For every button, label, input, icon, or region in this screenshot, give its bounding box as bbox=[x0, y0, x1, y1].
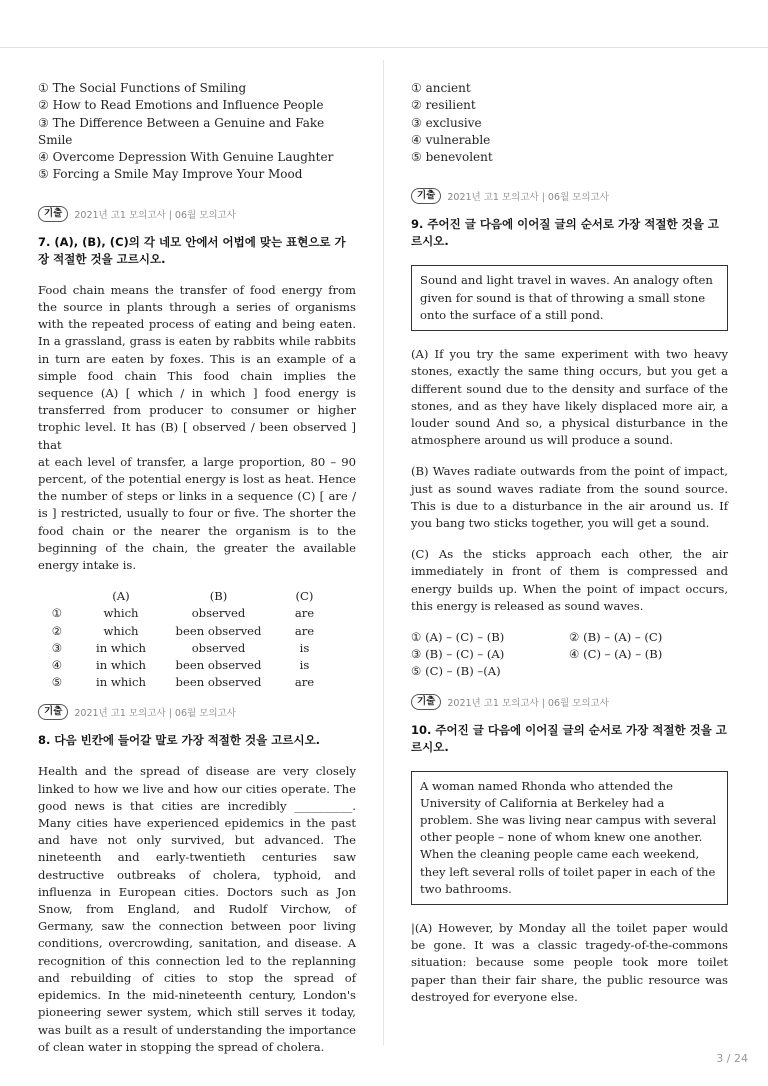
option: ① The Social Functions of Smiling bbox=[38, 81, 247, 95]
table-header-cell: (B) bbox=[209, 589, 228, 604]
table-header-cell bbox=[38, 588, 76, 605]
q10-paragraph-a: |(A) However, by Monday all the toilet paper would be gone. It was a classic tragedy-of-the-commons situation: because some people took more toilet paper than their fair share, the public resource was destroyed for everyone else. bbox=[411, 920, 728, 1004]
option: ④ Overcome Depression With Genuine Laughter bbox=[38, 150, 334, 165]
table-cell: been observed bbox=[175, 675, 262, 690]
past-exam-badge: 기출 bbox=[38, 206, 68, 222]
q9-paragraph-a: (A) If you try the same experiment with two heavy stones, exactly the same thing occurs, but you get a different sound due to the density and surface of the stones, and as they have likely displaced more air, a louder sound And so, a physical disturbance in the atmosphere around us will produce a sound. bbox=[411, 347, 728, 448]
option: ③ (B) – (C) – (A) bbox=[411, 647, 505, 662]
past-exam-badge: 기출 bbox=[38, 704, 68, 720]
table-cell: observed bbox=[191, 606, 246, 621]
table-cell: observed bbox=[191, 640, 246, 655]
q7-answer-table bbox=[38, 588, 338, 691]
q8-source-row bbox=[38, 704, 356, 720]
q10-title: 10. 주어진 글 다음에 이어질 글의 순서로 가장 적절한 것을 고르시오. bbox=[411, 722, 727, 754]
table-cell: ⑤ bbox=[51, 675, 63, 690]
table-cell: ① bbox=[51, 606, 63, 621]
table-cell: in which bbox=[96, 675, 146, 690]
option: ② resilient bbox=[411, 98, 476, 113]
table-cell: been observed bbox=[175, 658, 262, 673]
q9-given-text-box: Sound and light travel in waves. An analogy often given for sound is that of throwing a small stone onto the surface of a still pond. bbox=[411, 265, 728, 331]
table-cell: are bbox=[294, 675, 315, 690]
table-cell: been observed bbox=[175, 623, 262, 638]
table-cell: is bbox=[299, 658, 310, 673]
table-cell: is bbox=[299, 640, 310, 655]
option: ⑤ benevolent bbox=[411, 150, 493, 165]
table-cell: in which bbox=[96, 658, 146, 673]
table-cell: ② bbox=[51, 623, 63, 638]
source-label: 2021년 고1 모의고사 | 06월 모의고사 bbox=[74, 209, 236, 221]
q9-paragraph-c: (C) As the sticks approach each other, the air immediately in front of them is compressed and energy builds up. When the point of impact occurs, this energy is released as sound waves. bbox=[411, 547, 728, 613]
page-number: 3 / 24 bbox=[716, 1052, 748, 1065]
table-header-cell: (C) bbox=[295, 589, 314, 604]
table-header-row bbox=[38, 588, 338, 605]
q7-passage bbox=[38, 282, 356, 574]
option: ③ exclusive bbox=[411, 115, 482, 130]
source-label: 2021년 고1 모의고사 | 06월 모의고사 bbox=[74, 708, 236, 720]
column-divider bbox=[383, 60, 384, 1045]
table-row bbox=[38, 605, 338, 622]
past-exam-badge: 기출 bbox=[411, 188, 441, 204]
q9-source-row bbox=[411, 188, 728, 204]
right-column bbox=[411, 80, 728, 1006]
passage-paragraph: Food chain means the transfer of food energy from the source in plants through a series of organisms with the repeated process of eating and being eaten. In a grassland, grass is eaten by rabbits while rabbits in turn are eaten by foxes. This is an example of a simple food chain This food chain implies the sequence (A) [ which / in which ] food energy is transferred from producer to consumer or higher trophic level. It has (B) [ observed / been observed ] that bbox=[38, 282, 356, 452]
q8-title: 8. 다음 빈칸에 들어갈 말로 가장 적절한 것을 고르시오. bbox=[38, 733, 321, 748]
table-row bbox=[38, 623, 338, 640]
q9-paragraph-b: (B) Waves radiate outwards from the point of impact, just as sound waves radiate from the sound source. This is due to a disturbance in the air around us. If you bang two sticks together, you will get a sound. bbox=[411, 464, 728, 530]
option: ① ancient bbox=[411, 81, 471, 95]
q10-given-text-box: A woman named Rhonda who attended the University of California at Berkeley had a problem. She was living near campus with several other people – none of whom knew one another. When the cleaning people came each weekend, they left several rolls of toilet paper in each of the two bathrooms. bbox=[411, 771, 728, 905]
table-header-cell: (A) bbox=[112, 589, 130, 604]
source-label: 2021년 고1 모의고사 | 06월 모의고사 bbox=[447, 697, 609, 709]
table-cell: ④ bbox=[51, 658, 63, 673]
q8-options bbox=[411, 80, 728, 166]
table-cell: are bbox=[294, 623, 315, 638]
option: ④ (C) – (A) – (B) bbox=[569, 647, 663, 662]
table-cell: which bbox=[103, 623, 139, 638]
option: ④ vulnerable bbox=[411, 132, 491, 147]
table-row bbox=[38, 657, 338, 674]
past-exam-badge: 기출 bbox=[411, 694, 441, 710]
source-label: 2021년 고1 모의고사 | 06월 모의고사 bbox=[447, 192, 609, 204]
header-rule bbox=[0, 47, 768, 48]
table-row bbox=[38, 640, 338, 657]
table-cell: are bbox=[294, 606, 315, 621]
table-row bbox=[38, 674, 338, 691]
q7-title: 7. (A), (B), (C)의 각 네모 안에서 어법에 맞는 표현으로 가장 적절한 것을 고르시오. bbox=[38, 234, 346, 266]
q9-options bbox=[411, 629, 728, 681]
option: ② How to Read Emotions and Influence People bbox=[38, 98, 324, 113]
q9-title: 9. 주어진 글 다음에 이어질 글의 순서로 가장 적절한 것을 고르시오. bbox=[411, 217, 719, 249]
q6-options bbox=[38, 80, 356, 184]
q8-passage: Health and the spread of disease are very closely linked to how we live and how our cities operate. The good news is that cities are incredibly __________. Many cities have experienced epidemics in the past and have not only survived, but advanced. The nineteenth and early-twentieth centuries saw destructive outbreaks of cholera, typhoid, and influenza in European cities. Doctors such as Jon Snow, from England, and Rudolf Virchow, of Germany, saw the connection between poor living conditions, overcrowding, sanitation, and disease. A recognition of this connection led to the replanning and rebuilding of cities to stop the spread of epidemics. In the mid-nineteenth century, London's pioneering sewer system, which still serves it today, was built as a result of understanding the importance of clean water in stopping the spread of cholera. bbox=[38, 764, 356, 1054]
q7-source-row bbox=[38, 206, 356, 222]
passage-paragraph: at each level of transfer, a large proportion, 80 – 90 percent, of the potential energy is lost as heat. Hence the number of steps or links in a sequence (C) [ are / is ] restricted, usually to four or five. The shorter the food chain or the nearer the organism is to the beginning of the chain, the greater the available energy intake is. bbox=[38, 454, 356, 573]
table-cell: ③ bbox=[51, 640, 63, 655]
option: ⑤ Forcing a Smile May Improve Your Mood bbox=[38, 167, 303, 182]
left-column bbox=[38, 80, 356, 1056]
option: ① (A) – (C) – (B) bbox=[411, 629, 505, 644]
option: ③ The Difference Between a Genuine and Fake Smile bbox=[38, 115, 325, 147]
table-cell: in which bbox=[96, 640, 146, 655]
q10-source-row bbox=[411, 694, 728, 710]
option: ⑤ (C) – (B) –(A) bbox=[411, 664, 501, 679]
table-cell: which bbox=[103, 606, 139, 621]
option: ② (B) – (A) – (C) bbox=[569, 629, 663, 644]
